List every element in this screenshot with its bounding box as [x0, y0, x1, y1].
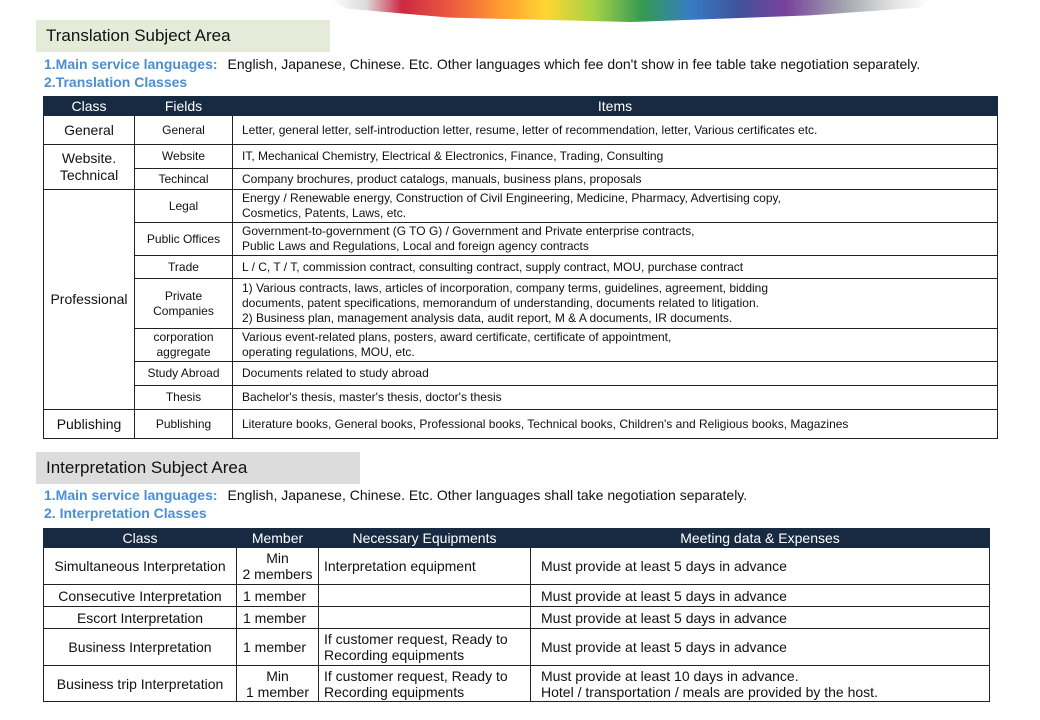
table-row [44, 607, 990, 629]
field-publishing: Publishing [135, 410, 233, 439]
interpretation-classes-label: 2. Interpretation Classes [44, 505, 207, 521]
interp-class: Consecutive Interpretation [44, 585, 237, 607]
interp-member: Min 1 member [237, 666, 319, 702]
header-equipment: Necessary Equipments [319, 529, 531, 548]
translation-classes-label: 2.Translation Classes [44, 74, 188, 90]
items-public-offices: Government-to-government (G TO G) / Government and Private enterprise contracts, Public Laws and Regulations, Local and foreign agency contracts [233, 223, 998, 256]
table-row [44, 410, 998, 439]
translation-section-title: Translation Subject Area [36, 20, 330, 52]
interp-member: 1 member [237, 607, 319, 629]
interp-meeting: Must provide at least 5 days in advance [531, 629, 990, 666]
items-publishing: Literature books, General books, Professional books, Technical books, Children's and Religious books, Magazines [233, 410, 998, 439]
header-meeting: Meeting data & Expenses [531, 529, 990, 548]
interpretation-main-languages-text: English, Japanese, Chinese. Etc. Other languages shall take negotiation separately. [227, 487, 748, 503]
interpretation-table-header [44, 529, 990, 548]
items-thesis: Bachelor's thesis, master's thesis, doctor's thesis [233, 386, 998, 410]
field-thesis: Thesis [135, 386, 233, 410]
interp-class: Escort Interpretation [44, 607, 237, 629]
interpretation-main-languages [44, 487, 747, 503]
table-row [44, 169, 998, 190]
items-corporation-aggregate: Various event-related plans, posters, award certificate, certificate of appointment, operating regulations, MOU, etc. [233, 329, 998, 362]
table-row [44, 329, 998, 362]
field-technical: Techincal [135, 169, 233, 190]
field-trade: Trade [135, 256, 233, 279]
interp-meeting: Must provide at least 10 days in advance. Hotel / transportation / meals are provided by the host. [531, 666, 990, 702]
table-row [44, 629, 990, 666]
table-row [44, 666, 990, 702]
interp-equipment: Interpretation equipment [319, 548, 531, 585]
field-legal: Legal [135, 190, 233, 223]
interp-class: Business Interpretation [44, 629, 237, 666]
table-row [44, 116, 998, 145]
items-study-abroad: Documents related to study abroad [233, 362, 998, 386]
table-row [44, 223, 998, 256]
header-items: Items [233, 97, 998, 116]
table-row [44, 548, 990, 585]
field-study-abroad: Study Abroad [135, 362, 233, 386]
translation-main-languages [44, 56, 920, 72]
items-technical: Company brochures, product catalogs, manuals, business plans, proposals [233, 169, 998, 190]
items-private-companies: 1) Various contracts, laws, articles of incorporation, company terms, guidelines, agreement, bidding documents, patent specifications, memorandum of understanding, documents related to litigation. 2) Business plan, management analysis data, audit report, M & A documents, IR documents. [233, 279, 998, 329]
table-row [44, 386, 998, 410]
interpretation-main-languages-label: 1.Main service languages: [44, 487, 218, 503]
interp-class: Simultaneous Interpretation [44, 548, 237, 585]
items-website: IT, Mechanical Chemistry, Electrical & Electronics, Finance, Trading, Consulting [233, 145, 998, 169]
header-class: Class [44, 529, 237, 548]
field-website: Website [135, 145, 233, 169]
interp-member: 1 member [237, 629, 319, 666]
table-row [44, 362, 998, 386]
interp-equipment: If customer request, Ready to Recording equipments [319, 666, 531, 702]
header-member: Member [237, 529, 319, 548]
table-row [44, 279, 998, 329]
items-legal: Energy / Renewable energy, Construction of Civil Engineering, Medicine, Pharmacy, Advertising copy, Cosmetics, Patents, Laws, etc. [233, 190, 998, 223]
items-trade: L / C, T / T, commission contract, consulting contract, supply contract, MOU, purchase contract [233, 256, 998, 279]
header-class: Class [44, 97, 135, 116]
field-private-companies: Private Companies [135, 279, 233, 329]
translation-main-languages-text: English, Japanese, Chinese. Etc. Other languages which fee don't show in fee table take negotiation separately. [227, 56, 921, 72]
interp-equipment [319, 607, 531, 629]
table-row [44, 190, 998, 223]
translation-classes-table [43, 96, 998, 439]
field-public-offices: Public Offices [135, 223, 233, 256]
interpretation-classes-table [43, 528, 990, 702]
interp-member: 1 member [237, 585, 319, 607]
class-professional: Professional [44, 190, 135, 410]
interp-equipment: If customer request, Ready to Recording equipments [319, 629, 531, 666]
class-general: General [44, 116, 135, 145]
table-row [44, 256, 998, 279]
interpretation-section-title: Interpretation Subject Area [36, 452, 360, 484]
table-row [44, 145, 998, 169]
interp-member: Min 2 members [237, 548, 319, 585]
interp-meeting: Must provide at least 5 days in advance [531, 607, 990, 629]
header-fields: Fields [135, 97, 233, 116]
field-general: General [135, 116, 233, 145]
class-website-technical: Website. Technical [44, 145, 135, 190]
interp-equipment [319, 585, 531, 607]
decorative-color-stripe [330, 0, 930, 22]
interp-class: Business trip Interpretation [44, 666, 237, 702]
interp-meeting: Must provide at least 5 days in advance [531, 585, 990, 607]
items-general: Letter, general letter, self-introduction letter, resume, letter of recommendation, letter, Various certificates etc. [233, 116, 998, 145]
class-publishing: Publishing [44, 410, 135, 439]
translation-table-header [44, 97, 998, 116]
interp-meeting: Must provide at least 5 days in advance [531, 548, 990, 585]
translation-main-languages-label: 1.Main service languages: [44, 56, 218, 72]
table-row [44, 585, 990, 607]
field-corporation-aggregate: corporation aggregate [135, 329, 233, 362]
